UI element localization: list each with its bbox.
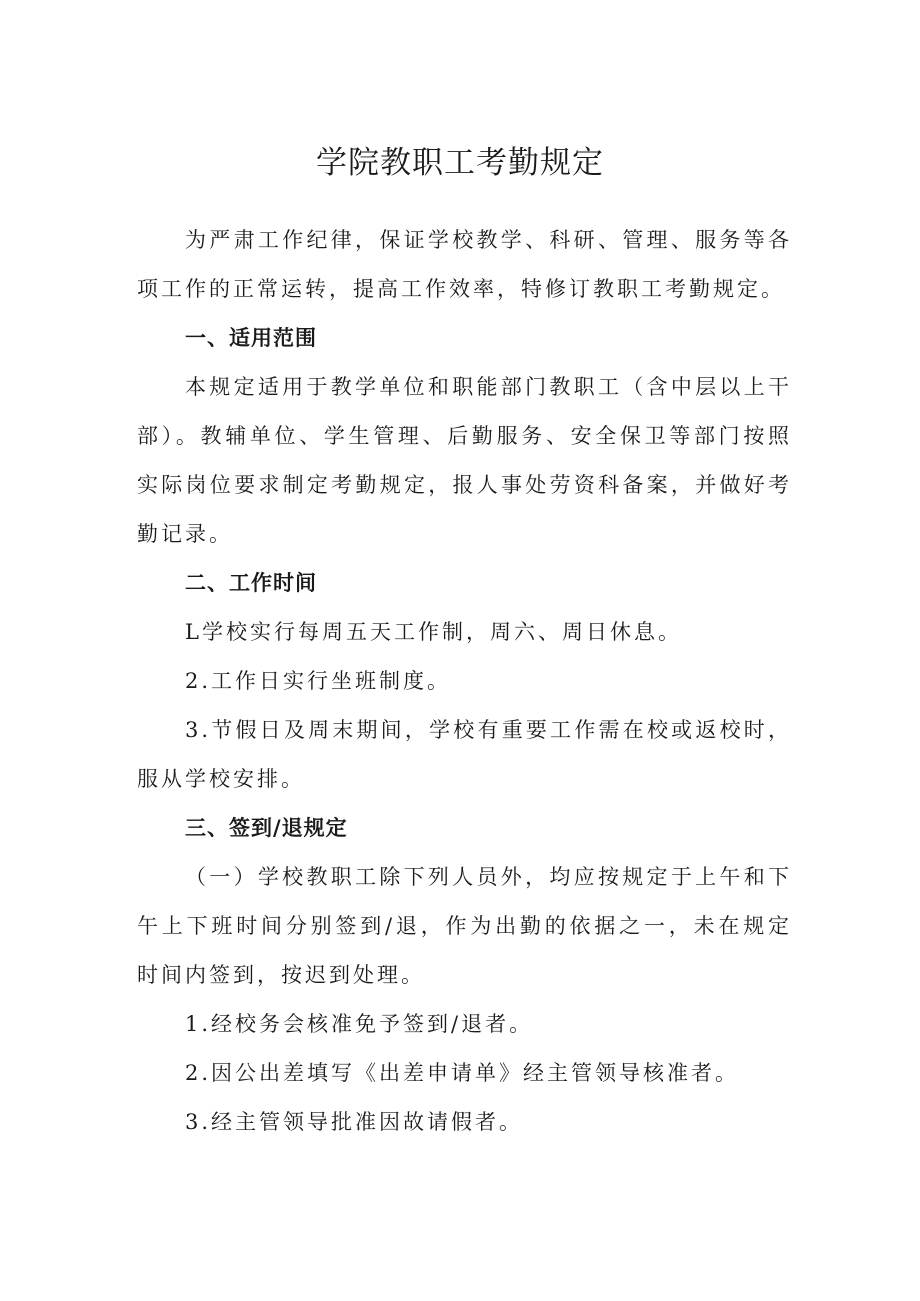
hours-item-2: 2.工作日实行坐班制度。 bbox=[185, 669, 452, 693]
section-heading-signin: 三、签到/退规定 bbox=[185, 816, 348, 840]
signin-item-3: 3.经主管领导批准因故请假者。 bbox=[185, 1110, 524, 1134]
scope-paragraph: 本规定适用于教学单位和职能部门教职工（含中层以上干部）。教辅单位、学生管理、后勤服务、安全保卫等部门按照实际岗位要求制定考勤规定，报人事处劳资科备案，并做好考勤记录。 bbox=[137, 375, 792, 546]
hours-item-3: 3.节假日及周末期间，学校有重要工作需在校或返校时，服从学校安排。 bbox=[137, 718, 792, 791]
document-body bbox=[137, 216, 792, 1147]
signin-item-2: 2.因公出差填写《出差申请单》经主管领导核准者。 bbox=[185, 1061, 740, 1085]
signin-paragraph: （一）学校教职工除下列人员外，均应按规定于上午和下午上下班时间分别签到/退，作为出勤的依据之一，未在规定时间内签到，按迟到处理。 bbox=[137, 865, 792, 987]
intro-paragraph: 为严肃工作纪律，保证学校教学、科研、管理、服务等各项工作的正常运转，提高工作效率，特修订教职工考勤规定。 bbox=[137, 228, 792, 301]
section-heading-hours: 二、工作时间 bbox=[185, 571, 317, 595]
section-heading-scope: 一、适用范围 bbox=[185, 326, 317, 350]
document-title: 学院教职工考勤规定 bbox=[316, 145, 604, 181]
signin-item-1: 1.经校务会核准免予签到/退者。 bbox=[185, 1012, 534, 1036]
hours-item-1: L学校实行每周五天工作制，周六、周日休息。 bbox=[185, 620, 682, 644]
